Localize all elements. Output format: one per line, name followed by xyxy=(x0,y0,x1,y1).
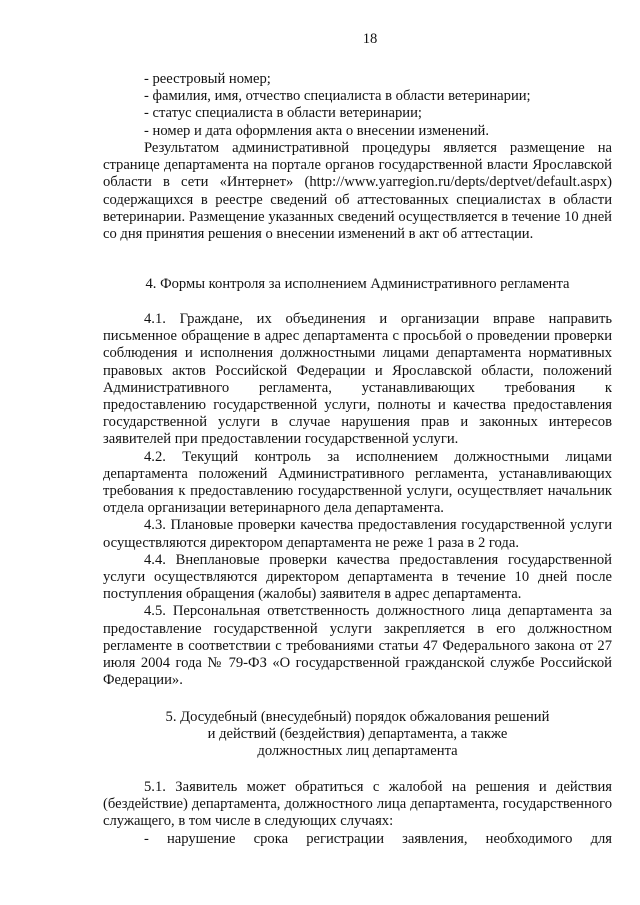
result-paragraph-block xyxy=(103,140,612,243)
list-item: - статус специалиста в области ветеринарии; xyxy=(144,105,422,122)
paragraph-5-1-bullet: - нарушение срока регистрации заявления, необходимого для xyxy=(144,830,612,847)
section-4-items xyxy=(103,311,612,689)
paragraph-4-3: 4.3. Плановые проверки качества предоставления государственной услуги осуществляются директором департамента не реже 1 раза в 2 года. xyxy=(103,517,612,551)
section-5-items xyxy=(103,779,612,848)
section-4-heading: 4. Формы контроля за исполнением Административного регламента xyxy=(145,276,570,292)
paragraph-4-4: 4.4. Внеплановые проверки качества предоставления государственной услуги осуществляются директором департамента в течение 10 дней после поступления обращения (жалобы) заявителя в адрес департамента. xyxy=(103,551,612,603)
top-list xyxy=(103,71,612,140)
section-5-heading xyxy=(103,709,612,761)
list-item: - номер и дата оформления акта о внесении изменений. xyxy=(144,122,489,139)
paragraph-4-1: 4.1. Граждане, их объединения и организации вправе направить письменное обращение в адрес департамента с просьбой о проведении проверки соблюдения и исполнения должностными лицами департамента нормативных правовых актов Российской Федерации и Ярославской области, положений Административного регламента, устанавливающих требования к предоставлению государственной услуги, полноты и качества предоставления государственной услуги в случае нарушения прав и законных интересов заявителей при предоставлении государственной услуги. xyxy=(103,311,612,448)
section-5-heading-line: 5. Досудебный (внесудебный) порядок обжалования решений xyxy=(165,709,550,725)
paragraph-4-2: 4.2. Текущий контроль за исполнением должностными лицами департамента положений Административного регламента, устанавливающих требования к предоставлению государственной услуги, осуществляет начальник отдела организации ветеринарного дела департамента. xyxy=(103,448,612,517)
page-number: 18 xyxy=(362,31,378,47)
list-item: - фамилия, имя, отчество специалиста в области ветеринарии; xyxy=(144,88,531,105)
section-5-heading-line: и действий (бездействия) департамента, а также xyxy=(207,726,508,743)
paragraph-4-5: 4.5. Персональная ответственность должностного лица департамента за предоставление государственной услуги закрепляется в его должностном регламенте в соответствии с требованиями статьи 47 Федерального закона от 27 июля 2004 года № 79-ФЗ «О государственной гражданской службе Российской Федерации». xyxy=(103,603,612,689)
list-item: - реестровый номер; xyxy=(144,71,271,87)
result-paragraph: Результатом административной процедуры является размещение на странице департамента на портале органов государственной власти Ярославской области в сети «Интернет» (http://www.yarregion.ru/depts/deptvet/default.aspx) содержащихся в реестре сведений об аттестованных специалистах в области ветеринарии. Размещение указанных сведений осуществляется в течение 10 дней со дня принятия решения о внесении изменений в акт об аттестации. xyxy=(103,140,612,243)
section-5-heading-line: должностных лиц департамента xyxy=(257,743,458,760)
paragraph-5-1: 5.1. Заявитель может обратиться с жалобой на решения и действия (бездействие) департамента, должностного лица департамента, государственного служащего, в том числе в следующих случаях: xyxy=(103,779,612,830)
